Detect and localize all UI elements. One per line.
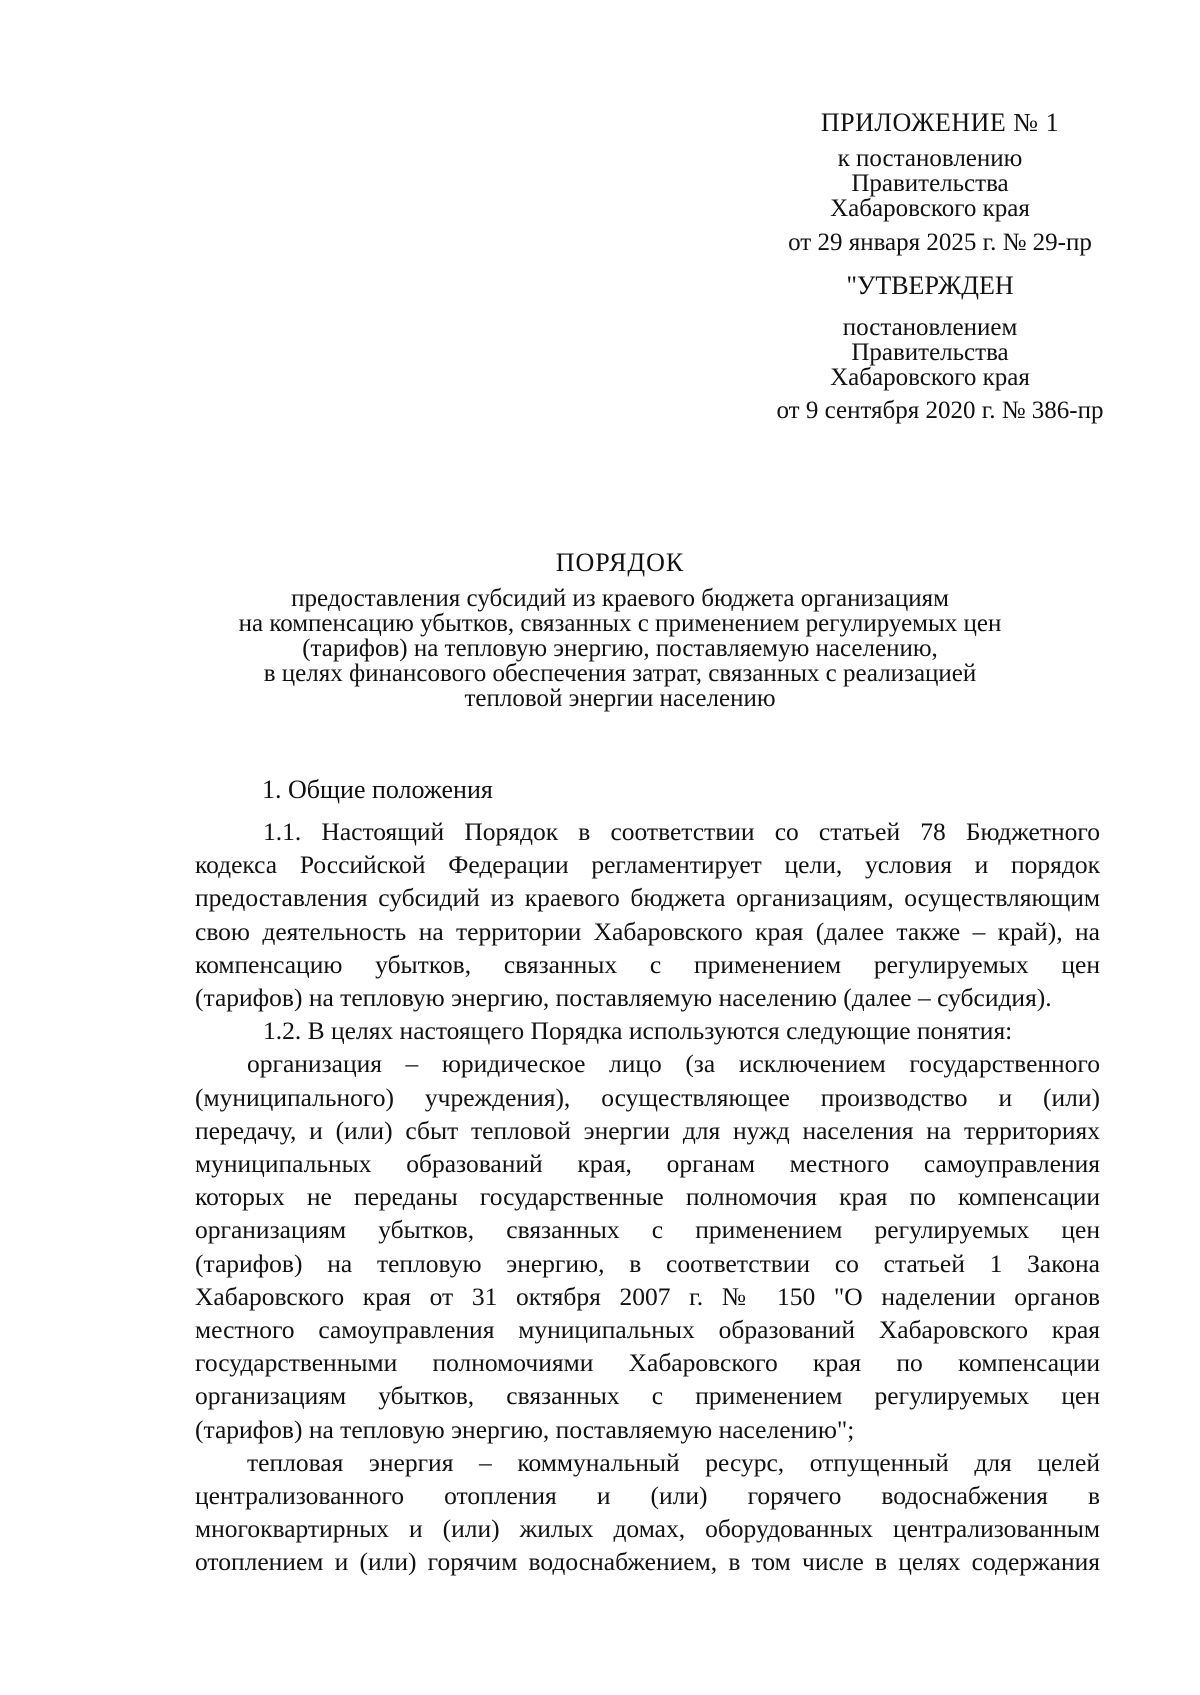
document-subtitle bbox=[200, 586, 1040, 711]
approved-by-line: постановлением bbox=[842, 314, 1018, 341]
appendix-reference-line: Правительства bbox=[851, 170, 1009, 197]
appendix-reference bbox=[760, 146, 1100, 221]
paragraph-1-2 bbox=[195, 1014, 1100, 1047]
text-line: организация – юридическое лицо (за исключением государственного bbox=[247, 1049, 1100, 1079]
text-line: (тарифов) на тепловую энергию, в соответствии со статьей 1 Закона bbox=[195, 1248, 1100, 1278]
text-line: местного самоуправления муниципальных образований Хабаровского края bbox=[195, 1315, 1100, 1345]
appendix-reference-line: Хабаровского края bbox=[830, 195, 1030, 222]
appendix-title: ПРИЛОЖЕНИЕ № 1 bbox=[820, 108, 1060, 137]
subtitle-line: (тарифов) на тепловую энергию, поставляемую населению, bbox=[302, 635, 938, 662]
paragraph-1-1 bbox=[195, 815, 1100, 1014]
text-line: тепловая энергия – коммунальный ресурс, отпущенный для целей bbox=[247, 1447, 1100, 1477]
text-line: государственными полномочиями Хабаровского края по компенсации bbox=[195, 1348, 1100, 1378]
text-line: (муниципального) учреждения), осуществляющее производство и (или) bbox=[195, 1082, 1100, 1112]
text-line: муниципальных образований края, органам местного самоуправления bbox=[195, 1149, 1100, 1179]
text-line: которых не переданы государственные полномочия края по компенсации bbox=[195, 1182, 1100, 1212]
text-line: 1.2. В целях настоящего Порядка используются следующие понятия: bbox=[263, 1016, 1013, 1046]
text-line: (тарифов) на тепловую энергию, поставляемую населению"; bbox=[195, 1414, 855, 1444]
section-heading: 1. Общие положения bbox=[262, 775, 493, 804]
subtitle-line: предоставления субсидий из краевого бюджета организациям bbox=[291, 585, 949, 612]
approved-label: "УТВЕРЖДЕН bbox=[846, 271, 1014, 300]
subtitle-line: тепловой энергии населению bbox=[464, 685, 776, 712]
text-line: кодекса Российской Федерации регламентирует цели, условия и порядок bbox=[195, 850, 1100, 880]
approved-by bbox=[760, 315, 1100, 390]
appendix-reference-line: к постановлению bbox=[837, 145, 1023, 172]
text-line: организациям убытков, связанных с применением регулируемых цен bbox=[195, 1381, 1100, 1411]
text-line: Хабаровского края от 31 октября 2007 г. № 150 "О наделении органов bbox=[195, 1281, 1100, 1311]
text-line: организациям убытков, связанных с применением регулируемых цен bbox=[195, 1215, 1100, 1245]
text-line: централизованного отопления и (или) горячего водоснабжения в bbox=[195, 1481, 1100, 1511]
paragraph-definition-heat-energy bbox=[195, 1446, 1100, 1579]
text-line: 1.1. Настоящий Порядок в соответствии со статьей 78 Бюджетного bbox=[263, 817, 1100, 846]
subtitle-line: в целях финансового обеспечения затрат, связанных с реализацией bbox=[263, 660, 977, 687]
body-text bbox=[195, 815, 1100, 1579]
approved-date: от 9 сентября 2020 г. № 386-пр bbox=[776, 397, 1104, 424]
text-line: предоставления субсидий из краевого бюджета организациям, осуществляющим bbox=[195, 883, 1100, 913]
document-title: ПОРЯДОК bbox=[555, 548, 685, 577]
approved-by-line: Хабаровского края bbox=[830, 364, 1030, 391]
text-line: компенсацию убытков, связанных с применением регулируемых цен bbox=[195, 949, 1100, 979]
text-line: (тарифов) на тепловую энергию, поставляемую населению (далее – субсидия). bbox=[195, 983, 1052, 1013]
subtitle-line: на компенсацию убытков, связанных с применением регулируемых цен bbox=[238, 610, 1002, 637]
text-line: отоплением и (или) горячим водоснабжением, в том числе в целях содержания bbox=[195, 1547, 1100, 1577]
text-line: свою деятельность на территории Хабаровского края (далее также – край), на bbox=[195, 916, 1100, 946]
paragraph-definition-organization bbox=[195, 1047, 1100, 1445]
approved-by-line: Правительства bbox=[851, 339, 1009, 366]
text-line: передачу, и (или) сбыт тепловой энергии для нужд населения на территориях bbox=[195, 1115, 1100, 1145]
appendix-date: от 29 января 2025 г. № 29-пр bbox=[788, 229, 1092, 256]
text-line: многоквартирных и (или) жилых домах, оборудованных централизованным bbox=[195, 1514, 1100, 1544]
